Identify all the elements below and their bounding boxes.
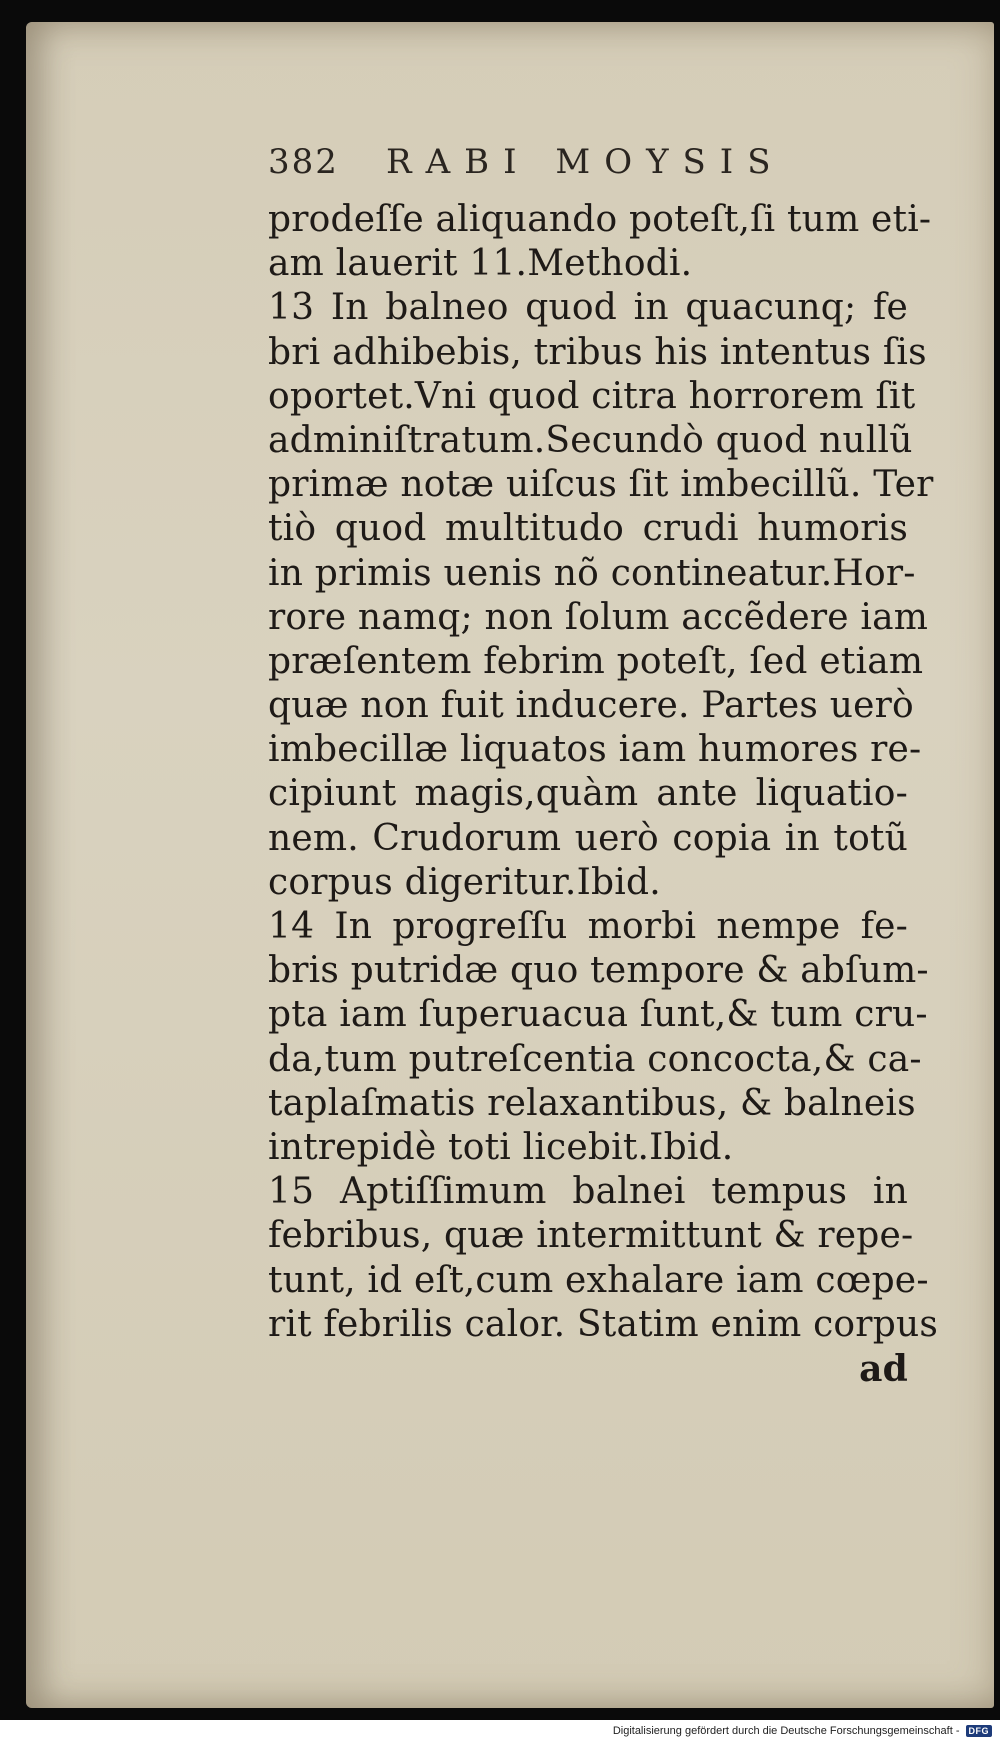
text-line: prodeſſe aliquando poteſt,ſi tum eti- [268, 199, 932, 240]
text-line: taplaſmatis relaxantibus, & balneis [268, 1082, 916, 1124]
text-line: quæ non fuit inducere. Partes uerò [268, 685, 914, 727]
catchword: ad [859, 1347, 908, 1390]
text-line: nem. Crudorum uerò copia in totũ [268, 817, 908, 859]
text-line: intrepidè toti licebit.Ibid. [268, 1126, 734, 1168]
text-line: in primis uenis nõ contineatur.Hor- [268, 552, 916, 594]
text-line: rit febrilis calor. Statim enim corpus [268, 1303, 939, 1345]
text-line: primæ notæ uiſcus ſit imbecillũ. Ter [268, 464, 934, 506]
text-line: corpus digeritur.Ibid. [268, 861, 661, 903]
text-line: præſentem febrim poteſt, ſed etiam [268, 640, 924, 682]
text-line: bris putridæ quo tempore & abſum- [268, 950, 929, 992]
running-head [268, 142, 908, 198]
text-line: tunt, id eſt,cum exhalare iam cœpe- [268, 1259, 929, 1301]
running-title: RABI MOYSIS [386, 142, 785, 182]
book-page [26, 22, 994, 1708]
text-line: am lauerit 11.Methodi. [268, 243, 693, 285]
text-line: 13 In balneo quod in quacunq; fe [268, 287, 908, 329]
text-line: 14 In progreſſu morbi nempe fe- [268, 906, 908, 947]
text-line: bri adhibebis, tribus his intentus ſis [268, 331, 927, 373]
text-line: tiò quod multitudo crudi humoris [268, 508, 908, 550]
page-number: 382 [268, 142, 339, 182]
text-line: da,tum putreſcentia concocta,& ca- [268, 1038, 922, 1080]
text-line: cipiunt magis,quàm ante liquatio- [268, 773, 908, 815]
text-line: adminiſtratum.Secundò quod nullũ [268, 419, 913, 461]
text-line: 15 Aptiſſimum balnei tempus in [268, 1171, 908, 1213]
dfg-logo-icon: DFG [966, 1725, 993, 1737]
text-block [268, 142, 939, 1391]
text-line: rore namq; non ſolum accẽdere iam [268, 596, 929, 638]
text-line: pta iam ſuperuacua ſunt,& tum cru- [268, 994, 928, 1036]
text-line: oportet.Vni quod citra horrorem ſit [268, 375, 916, 417]
text-line: imbecillæ liquatos iam humores re- [268, 729, 922, 771]
funding-credit: Digitalisierung gefördert durch die Deutsche Forschungsgemeinschaft - [612, 1724, 960, 1737]
text-line: febribus, quæ intermittunt & repe- [268, 1215, 914, 1257]
digitization-footer [0, 1720, 1000, 1741]
body-text [268, 198, 939, 1391]
